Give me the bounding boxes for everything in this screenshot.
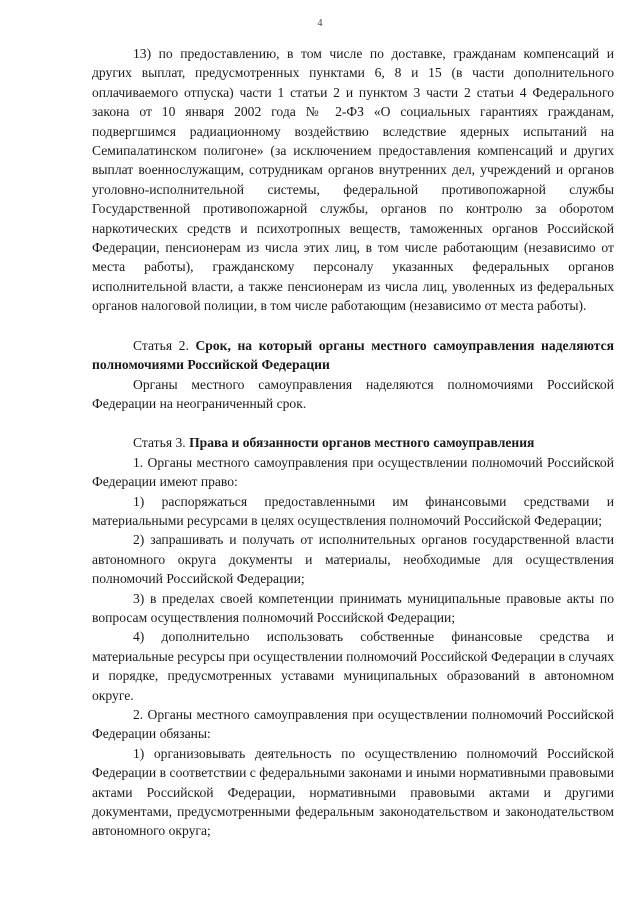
page-number: 4 (317, 18, 323, 29)
paragraph: 4) дополнительно использовать собственные финансовые средства и материальные ресурсы при осуществлении полномочий Российской Федерации в случаях и порядке, предусмотренных уставами муниципальных образований в автономном округе. (92, 629, 614, 703)
paragraph: 2) запрашивать и получать от исполнительных органов государственной власти автономного округа документы и материалы, необходимые для осуществления полномочий Российской Федерации; (92, 532, 614, 587)
article-heading (92, 433, 614, 452)
document-body (92, 44, 614, 841)
paragraph: 1) распоряжаться предоставленными им финансовыми средствами и материальными ресурсами в целях осуществления полномочий Российской Федерации; (92, 493, 614, 528)
article-title: Права и обязанности органов местного самоуправления (189, 435, 535, 451)
paragraph: 1. Органы местного самоуправления при осуществлении полномочий Российской Федерации имеют право: (92, 454, 614, 490)
paragraph: 2. Органы местного самоуправления при осуществлении полномочий Российской Федерации обязаны: (92, 707, 614, 742)
paragraph: 1) организовывать деятельность по осуществлению полномочий Российской Федерации в соответствии с федеральными законами и иными нормативными правовыми актами Российской Федерации, нормативными правовыми актами и другими документами, предусмотренными федеральным законодательством и законодательством автономного округа; (92, 745, 614, 839)
article-number: Статья 3. (133, 435, 190, 451)
article-number: Статья 2. (133, 337, 196, 353)
paragraph: Органы местного самоуправления наделяются полномочиями Российской Федерации на неограниченный срок. (92, 376, 614, 411)
paragraph: 13) по предоставлению, в том числе по доставке, гражданам компенсаций и других выплат, предусмотренных пунктами 6, 8 и 15 (в части дополнительного оплачиваемого отпуска) части 1 статьи 2 и пунктом 3 части 2 статьи 4 Федерального закона от 10 января 2002 года № 2-ФЗ «О социальных гарантиях гражданам, подвергшимся радиационному воздействию вследствие ядерных испытаний на Семипалатинском полигоне» (за исключением предоставления компенсаций и других выплат военнослужащим, сотрудникам органов внутренних дел, учреждений и органов уголовно-исполнительной системы, федеральной противопожарной службы Государственной противопожарной службы, органов по контролю за оборотом наркотических средств и психотропных веществ, таможенных органов Российской Федерации, пенсионерам из числа этих лиц, в том числе работающим (независимо от места работы), гражданскому персоналу указанных федеральных органов исполнительной власти, а также пенсионерам из числа лиц, уволенных из федеральных органов налоговой полиции, в том числе работающим (независимо от места работы). (92, 46, 614, 314)
article-heading (92, 336, 614, 375)
paragraph: 3) в пределах своей компетенции принимать муниципальные правовые акты по вопросам осуществления полномочий Российской Федерации; (92, 590, 614, 625)
article-title: Срок, на который органы местного самоуправления наделяются полномочиями Российской Федерации (92, 337, 615, 373)
